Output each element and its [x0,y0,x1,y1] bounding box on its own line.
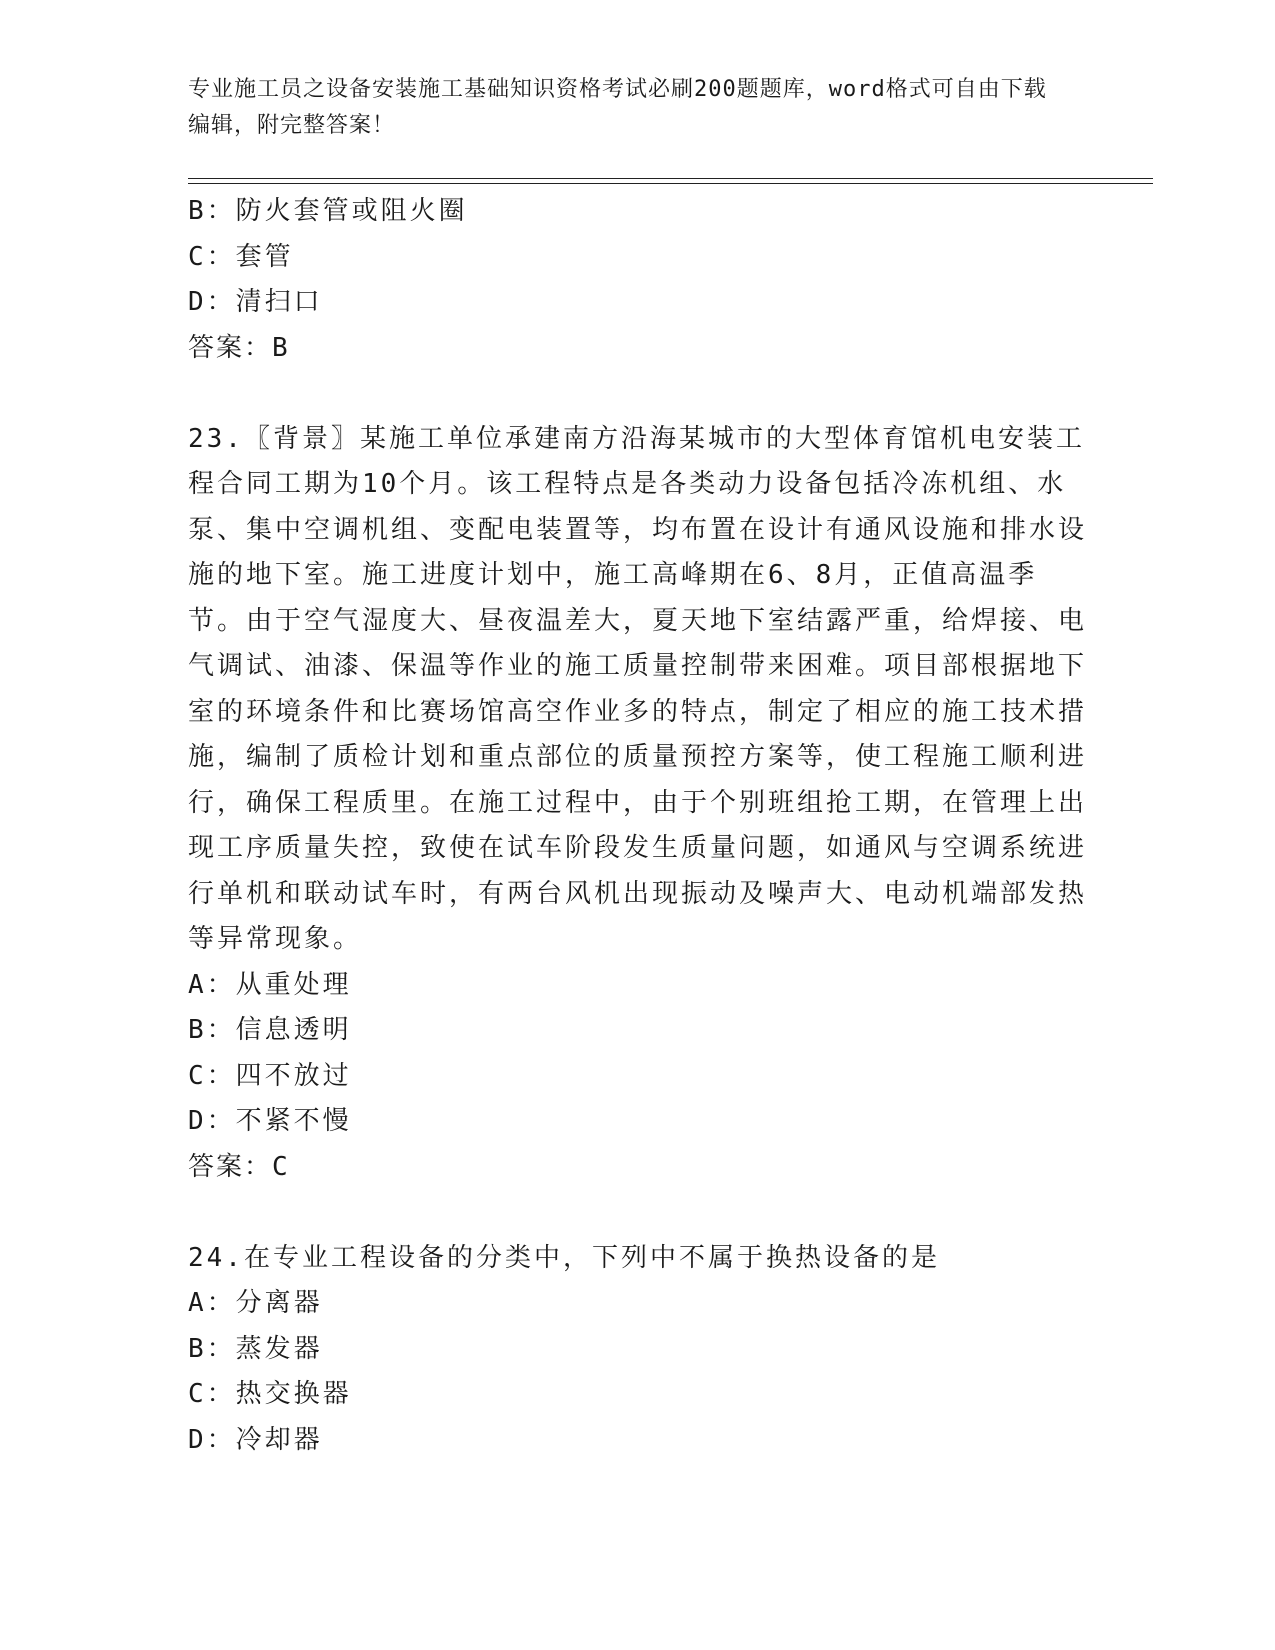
option-c: C：热交换器 [188,1379,352,1409]
question-23 [188,417,1088,1191]
header-rule-top [188,178,1153,179]
option-d: D：不紧不慢 [188,1106,352,1136]
option-d: D：清扫口 [188,287,323,317]
question-stem: 23.〖背景〗某施工单位承建南方沿海某城市的大型体育馆机电安装工程合同工期为10个月。该工程特点是各类动力设备包括冷冻机组、水泵、集中空调机组、变配电装置等，均布置在设计有通风设施和排水设施的地下室。施工进度计划中，施工高峰期在6、8月，正值高温季节。由于空气湿度大、昼夜温差大，夏天地下室结露严重，给焊接、电气调试、油漆、保温等作业的施工质量控制带来困难。项目部根据地下室的环境条件和比赛场馆高空作业多的特点，制定了相应的施工技术措施，编制了质检计划和重点部位的质量预控方案等，使工程施工顺利进行，确保工程质里。在施工过程中，由于个别班组抢工期，在管理上出现工序质量失控，致使在试车阶段发生质量问题，如通风与空调系统进行单机和联动试车时，有两台风机出现振动及噪声大、电动机端部发热等异常现象。 [188,423,1088,954]
answer-line: 答案：C [188,1151,290,1182]
option-c: C：四不放过 [188,1060,352,1091]
option-b: B：信息透明 [188,1015,352,1045]
question-stem: 24.在专业工程设备的分类中，下列中不属于换热设备的是 [188,1242,940,1273]
option-a: A：从重处理 [188,969,352,1000]
question-24 [188,1236,1088,1464]
document-body [188,189,1088,1463]
answer-line: 答案：B [188,332,290,363]
header-rule-bottom [188,183,1153,184]
document-header: 专业施工员之设备安装施工基础知识资格考试必刷200题题库，word格式可自由下载编辑，附完整答案！ [188,77,1047,138]
option-c: C：套管 [188,241,294,272]
option-b: B：防火套管或阻火圈 [188,196,468,226]
option-a: A：分离器 [188,1288,323,1318]
spacer [188,1190,1088,1236]
spacer [188,371,1088,417]
option-b: B：蒸发器 [188,1333,323,1364]
question-22-tail [188,189,1088,371]
option-d: D：冷却器 [188,1424,323,1455]
